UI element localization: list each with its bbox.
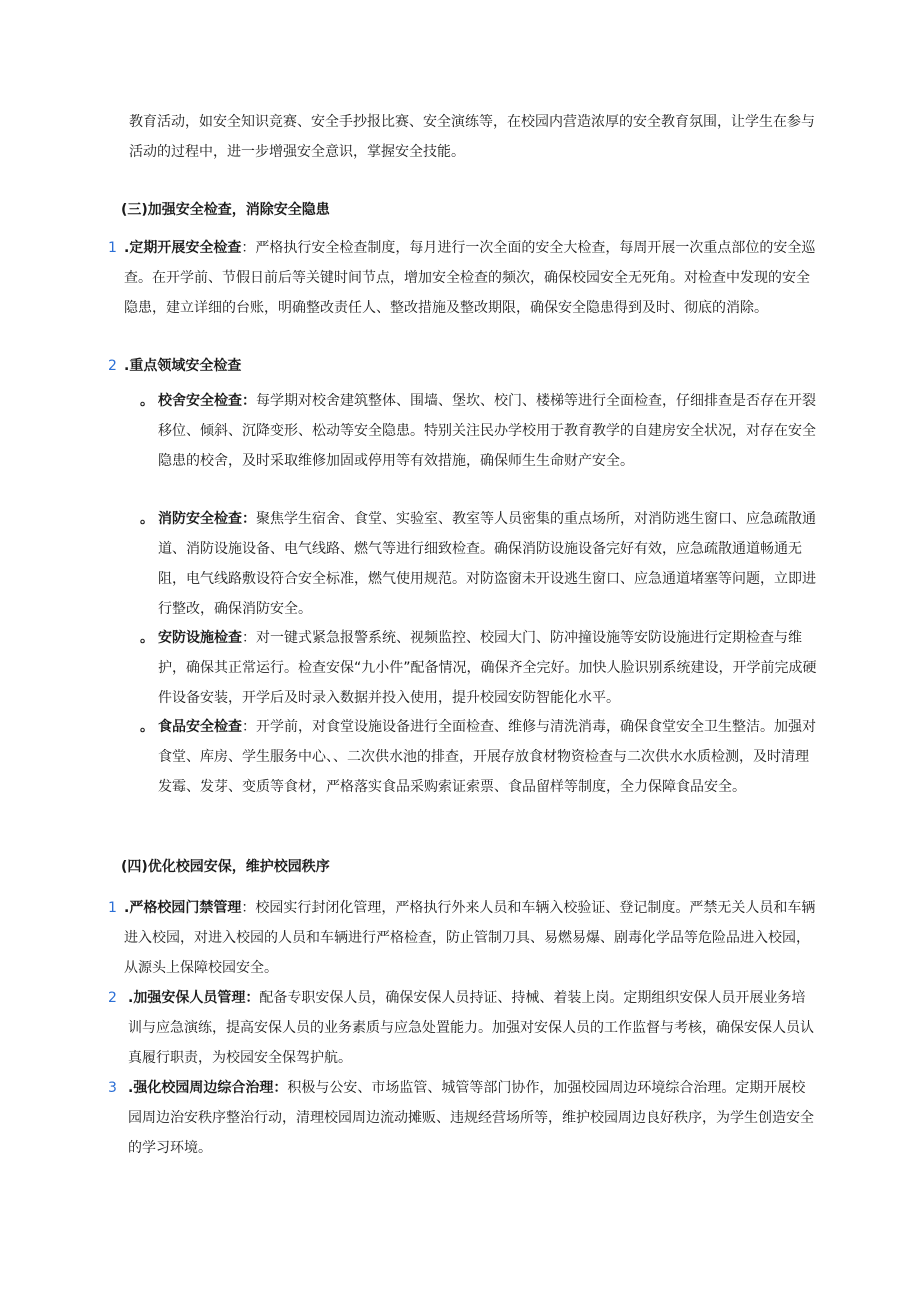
bullet-label: 食品安全检查 bbox=[158, 719, 242, 735]
list-item-gate-access-management bbox=[124, 893, 818, 983]
list-item-security-staff-management bbox=[128, 983, 818, 1073]
bullet-mark: 。 bbox=[140, 511, 154, 527]
bullet-text: 聚焦学生宿舍、食堂、实验室、教室等人员密集的重点场所，对消防逃生窗口、应急疏散通道、消防设施设备、电气线路、燃气等进行细致检查。确保消防设施设备完好有效，应急疏散通道畅通无阻，电气线路敷设符合安全标准，燃气使用规范。对防盗窗未开设逃生窗口、应急通道堵塞等问题，立即进行整改，确保消防安全。 bbox=[158, 511, 816, 617]
list-item-text: ：校园实行封闭化管理，严格执行外来人员和车辆入校验证、登记制度。严禁无关人员和车辆进入校园，对进入校园的人员和车辆进行严格检查，防止管制刀具、易燃易爆、剧毒化学品等危险品进入校园，从源头上保障校园安全。 bbox=[124, 900, 816, 976]
section-4-heading: (四)优化校园安保，维护校园秩序 bbox=[121, 859, 330, 875]
list-item-label: .加强安保人员管理： bbox=[128, 990, 260, 1006]
list-item-label: .强化校园周边综合治理： bbox=[128, 1080, 288, 1096]
bullet-text: ：对一键式紧急报警系统、视频监控、校园大门、防冲撞设施等安防设施进行定期检查与维护，确保其正常运行。检查安保“九小件”配备情况，确保齐全完好。加快人脸识别系统建设，开学前完成硬件设备安装，开学后及时录入数据并投入使用，提升校园安防智能化水平。 bbox=[158, 630, 817, 706]
list-number: 1 bbox=[108, 900, 117, 916]
list-number: 2 bbox=[108, 990, 117, 1006]
list-item-text: ：严格执行安全检查制度，每月进行一次全面的安全大检查，每周开展一次重点部位的安全巡查。在开学前、节假日前后等关键时间节点，增加安全检查的频次，确保校园安全无死角。对检查中发现的安全隐患，建立详细的台账，明确整改责任人、整改措施及整改期限，确保安全隐患得到及时、彻底的消除。 bbox=[124, 240, 816, 316]
bullet-security-facility-check bbox=[158, 623, 818, 713]
list-item-surroundings-governance bbox=[128, 1073, 818, 1163]
list-number: 2 bbox=[108, 358, 117, 374]
list-number: 3 bbox=[108, 1080, 117, 1096]
list-item-label: .严格校园门禁管理 bbox=[124, 900, 242, 916]
list-item-label: .定期开展安全检查 bbox=[124, 240, 242, 256]
list-item-text: 配备专职安保人员，确保安保人员持证、持械、着装上岗。定期组织安保人员开展业务培训与应急演练，提高安保人员的业务素质与应急处置能力。加强对安保人员的工作监督与考核，确保安保人员认真履行职责，为校园安全保驾护航。 bbox=[128, 990, 814, 1066]
list-item-text: 积极与公安、市场监管、城管等部门协作，加强校园周边环境综合治理。定期开展校园周边治安秩序整治行动，清理校园周边流动摊贩、违规经营场所等，维护校园周边良好秩序，为学生创造安全的学习环境。 bbox=[128, 1080, 814, 1156]
list-item-regular-safety-check bbox=[124, 233, 818, 323]
bullet-text: 每学期对校舍建筑整体、围墙、堡坎、校门、楼梯等进行全面检查，仔细排查是否存在开裂移位、倾斜、沉降变形、松动等安全隐患。特别关注民办学校用于教育教学的自建房安全状况，对存在安全隐患的校舍，及时采取维修加固或停用等有效措施，确保师生生命财产安全。 bbox=[158, 393, 816, 469]
bullet-mark: 。 bbox=[140, 630, 154, 646]
bullet-label: 安防设施检查 bbox=[158, 630, 242, 646]
bullet-food-safety-check bbox=[158, 712, 822, 802]
bullet-label: 消防安全检查： bbox=[158, 511, 256, 527]
bullet-text: ：开学前，对食堂设施设备进行全面检查、维修与清洗消毒，确保食堂安全卫生整洁。加强对食堂、库房、学生服务中心、、二次供水池的排查，开展存放食材物资检查与二次供水水质检测，及时清理发霉、发芽、变质等食材，严格落实食品采购索证索票、食品留样等制度，全力保障食品安全。 bbox=[158, 719, 816, 795]
bullet-mark: 。 bbox=[140, 393, 154, 409]
section-3-heading: (三)加强安全检查，消除安全隐患 bbox=[121, 202, 330, 218]
bullet-label: 校舍安全检查： bbox=[158, 393, 256, 409]
bullet-school-building-check bbox=[158, 386, 818, 476]
list-number: 1 bbox=[108, 240, 117, 256]
bullet-fire-safety-check bbox=[158, 504, 818, 624]
bullet-mark: 。 bbox=[140, 719, 154, 735]
list-item-key-area-check: .重点领域安全检查 bbox=[124, 358, 242, 374]
intro-paragraph: 教育活动，如安全知识竞赛、安全手抄报比赛、安全演练等，在校园内营造浓厚的安全教育氛围，让学生在参与活动的过程中，进一步增强安全意识，掌握安全技能。 bbox=[129, 114, 815, 160]
